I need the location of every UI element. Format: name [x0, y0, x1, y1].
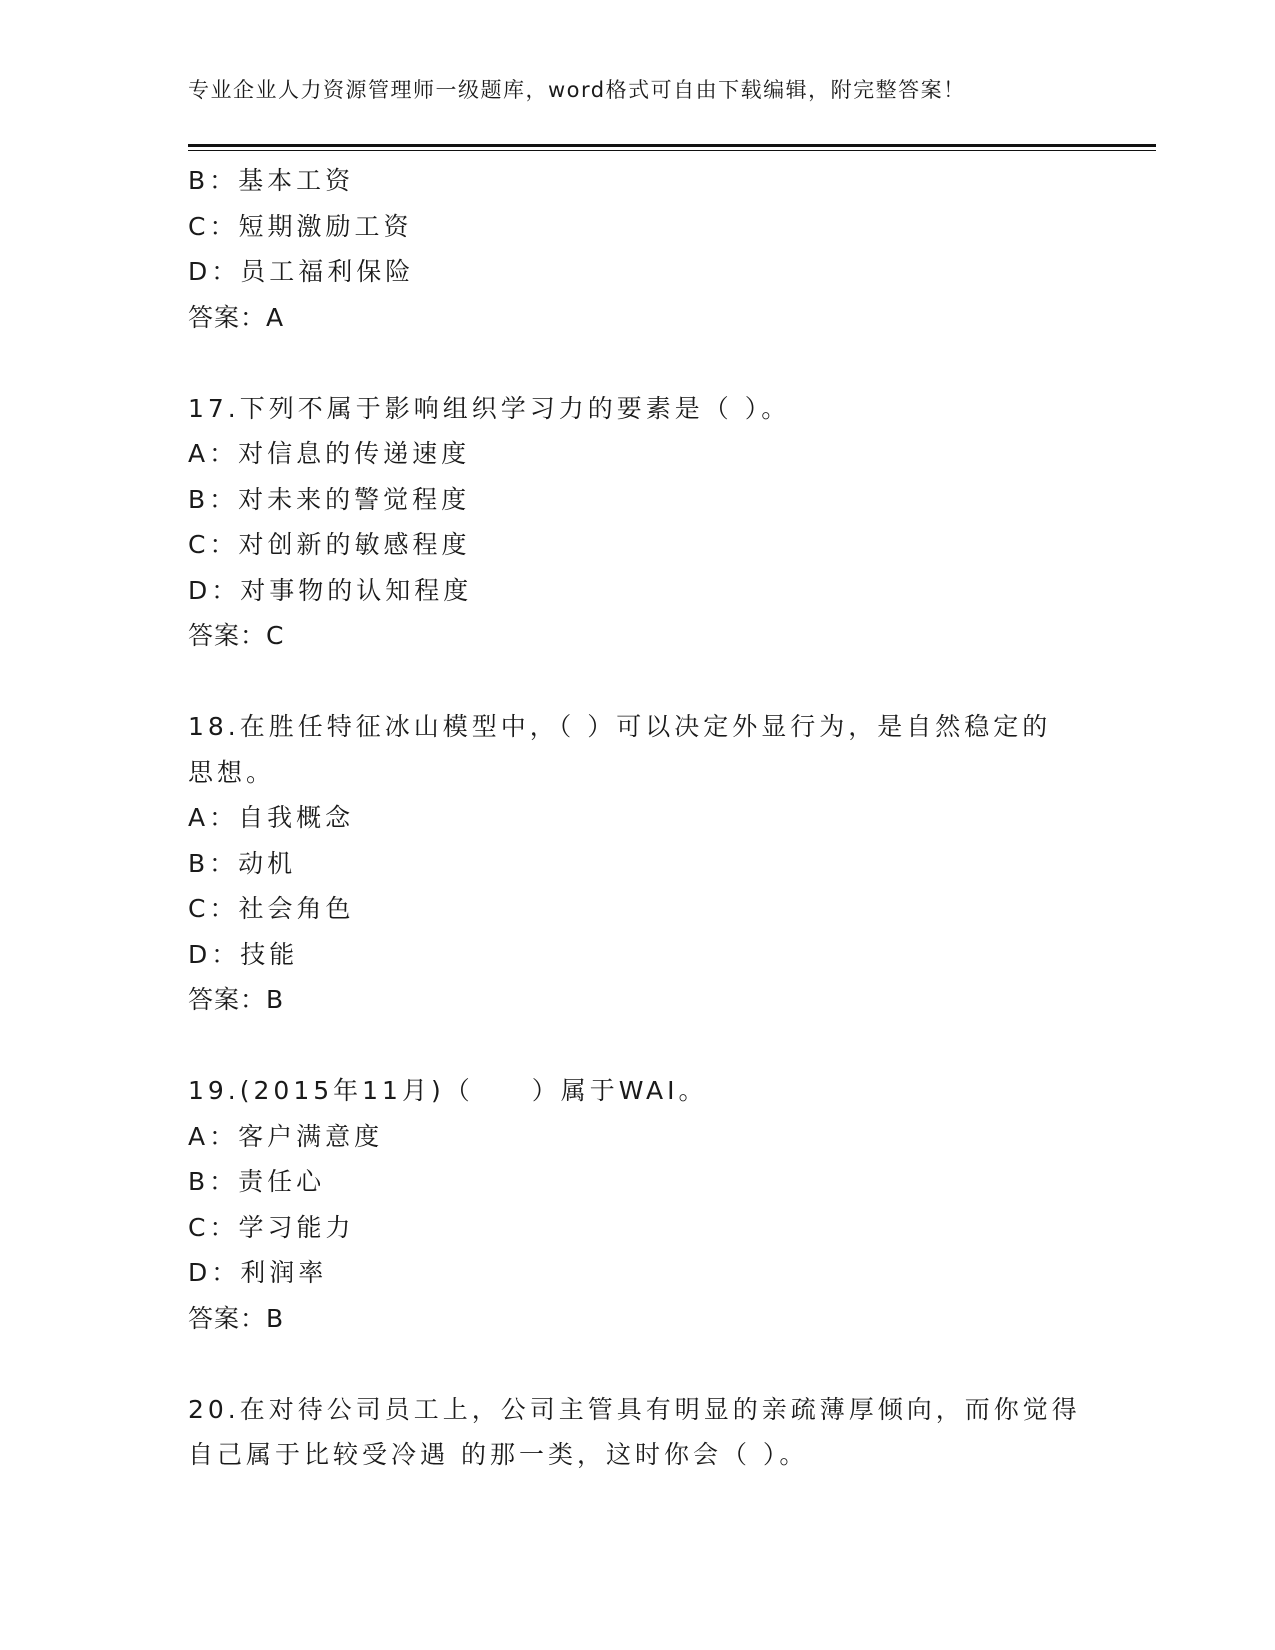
option-a: A：自我概念 [188, 803, 355, 832]
page-content [188, 158, 1088, 1478]
page-header: 专业企业人力资源管理师一级题库，word格式可自由下载编辑，附完整答案！ [188, 78, 966, 102]
answer: 答案：C [188, 621, 285, 650]
option-d: D：对事物的认知程度 [188, 575, 473, 605]
option-d: D：员工福利保险 [188, 257, 415, 286]
spacer [188, 659, 1088, 705]
option-c: C：社会角色 [188, 894, 355, 923]
option-d: D：技能 [188, 939, 299, 969]
answer: 答案：B [188, 1303, 285, 1333]
question-text: 17.下列不属于影响组织学习力的要素是（ ）。 [188, 393, 791, 423]
answer: 答案：A [188, 302, 285, 332]
spacer [188, 1023, 1088, 1069]
question-text-line-2: 思想。 [188, 757, 276, 787]
option-b: B：责任心 [188, 1167, 326, 1196]
option-c: C：对创新的敏感程度 [188, 530, 471, 559]
option-b: B：基本工资 [188, 166, 355, 195]
question-text-line-1: 20.在对待公司员工上，公司主管具有明显的亲疏薄厚倾向，而你觉得 [188, 1394, 1081, 1424]
question-text-line-2: 自己属于比较受冷遇 的那一类，这时你会（ ）。 [188, 1440, 809, 1469]
header-rule-thick [188, 144, 1156, 147]
question-16-tail [188, 158, 1088, 340]
question-19 [188, 1068, 1088, 1341]
question-18 [188, 704, 1088, 1023]
question-text: 19.(2015年11月)（ ）属于WAI。 [188, 1076, 708, 1105]
question-text-line-1: 18.在胜任特征冰山模型中，（ ）可以决定外显行为，是自然稳定的 [188, 712, 1052, 741]
answer: 答案：B [188, 985, 285, 1014]
spacer [188, 340, 1088, 386]
option-d: D：利润率 [188, 1258, 328, 1287]
option-b: B：动机 [188, 848, 297, 878]
option-b: B：对未来的警觉程度 [188, 484, 471, 514]
option-c: C：短期激励工资 [188, 211, 413, 241]
question-20 [188, 1387, 1088, 1478]
question-17 [188, 386, 1088, 659]
header-rule-thin [188, 150, 1156, 151]
option-a: A：客户满意度 [188, 1121, 384, 1151]
spacer [188, 1341, 1088, 1387]
option-a: A：对信息的传递速度 [188, 439, 471, 468]
option-c: C：学习能力 [188, 1212, 355, 1242]
